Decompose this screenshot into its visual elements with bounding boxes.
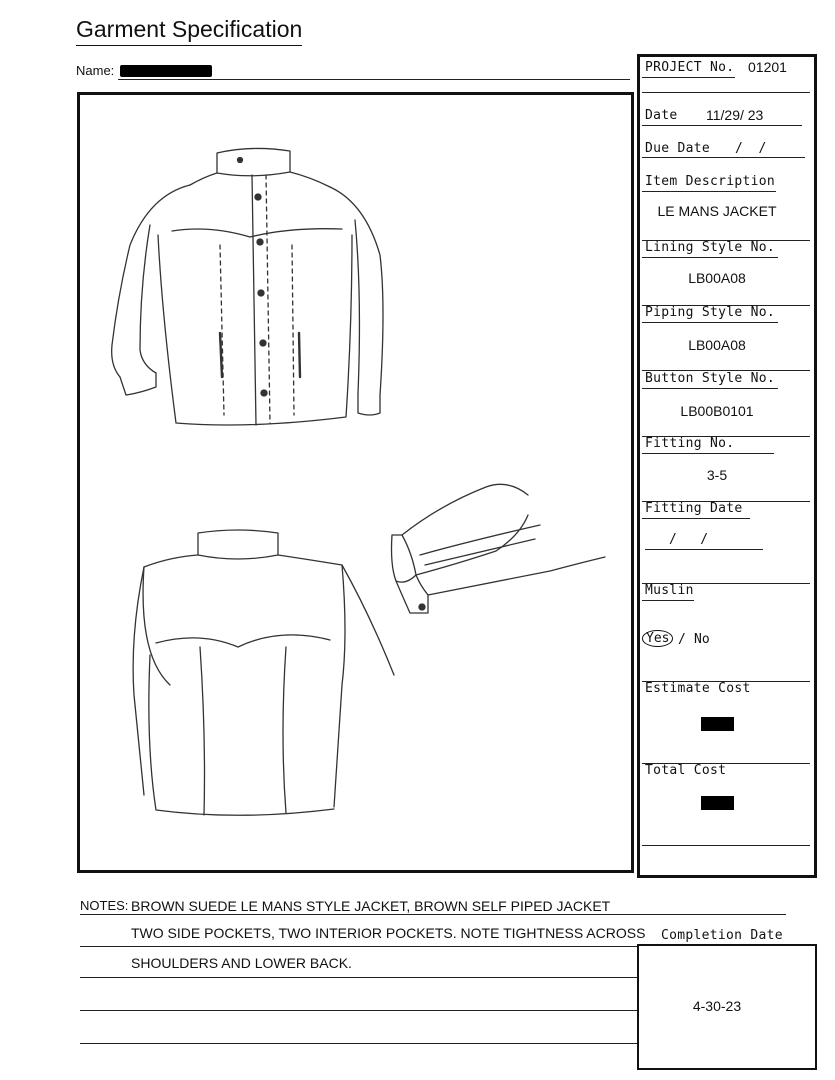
muslin-separator: / xyxy=(678,632,686,647)
estimate-cost-label: Estimate Cost xyxy=(645,681,751,696)
notes-rule-5 xyxy=(80,1043,638,1044)
sleeve-cuff-sketch xyxy=(392,484,606,613)
due-date-label: Due Date xyxy=(645,141,711,156)
estimate-cost-redaction xyxy=(701,717,734,731)
button-style-underline xyxy=(642,388,778,389)
jacket-back-sketch xyxy=(133,530,394,815)
muslin-label: Muslin xyxy=(645,583,694,598)
total-cost-redaction xyxy=(701,796,734,810)
lining-style-label: Lining Style No. xyxy=(645,240,776,255)
fitting-date-value: / / xyxy=(669,532,709,547)
fitting-no-underline xyxy=(642,453,774,454)
piping-style-label: Piping Style No. xyxy=(645,305,776,320)
notes-line-2: TWO SIDE POCKETS, TWO INTERIOR POCKETS. NOTE TIGHTNESS ACROSS xyxy=(131,925,646,941)
name-field-line xyxy=(118,79,630,80)
date-value: 11/29/ 23 xyxy=(706,107,764,123)
lining-style-underline xyxy=(642,257,778,258)
project-underline xyxy=(642,77,735,78)
notes-rule-1 xyxy=(80,914,786,915)
muslin-underline xyxy=(642,600,694,601)
project-value: 01201 xyxy=(748,59,787,75)
due-date-underline xyxy=(642,157,805,158)
button-style-value: LB00B0101 xyxy=(680,403,754,419)
muslin-yes-option[interactable]: Yes xyxy=(642,630,673,647)
piping-style-underline xyxy=(642,322,778,323)
button-style-label: Button Style No. xyxy=(645,371,776,386)
notes-label: NOTES: xyxy=(80,898,129,913)
completion-date-label: Completion Date xyxy=(661,928,783,943)
fitting-no-label: Fitting No. xyxy=(645,436,735,451)
piping-style-value: LB00A08 xyxy=(688,337,746,353)
name-redaction xyxy=(120,65,212,77)
date-label: Date xyxy=(645,108,678,123)
item-description-value: LE MANS JACKET xyxy=(657,203,777,219)
notes-line-3: SHOULDERS AND LOWER BACK. xyxy=(131,955,352,971)
due-date-value: / / xyxy=(735,141,767,156)
fitting-no-value: 3-5 xyxy=(706,467,728,483)
fitting-date-underline xyxy=(642,518,750,519)
notes-rule-3 xyxy=(80,977,638,978)
completion-date-value: 4-30-23 xyxy=(692,998,742,1014)
notes-line-1: BROWN SUEDE LE MANS STYLE JACKET, BROWN SELF PIPED JACKET xyxy=(131,898,611,914)
item-description-label: Item Description xyxy=(645,174,776,189)
notes-rule-4 xyxy=(80,1010,638,1011)
sketch-frame xyxy=(77,92,634,873)
jacket-front-sketch xyxy=(112,148,383,425)
date-underline xyxy=(642,125,802,126)
page-title: Garment Specification xyxy=(76,16,302,46)
fitting-date-label: Fitting Date xyxy=(645,501,743,516)
jacket-sketch xyxy=(80,95,631,870)
total-cost-label: Total Cost xyxy=(645,763,727,778)
item-description-underline xyxy=(642,191,776,192)
project-label: PROJECT No. xyxy=(645,60,735,75)
notes-rule-2 xyxy=(80,946,638,947)
divider-1 xyxy=(642,92,810,93)
name-label: Name: xyxy=(76,63,115,78)
muslin-no-option[interactable]: No xyxy=(694,632,710,647)
lining-style-value: LB00A08 xyxy=(688,270,746,286)
fitting-date-field-line xyxy=(645,549,763,550)
divider-10 xyxy=(642,845,810,846)
